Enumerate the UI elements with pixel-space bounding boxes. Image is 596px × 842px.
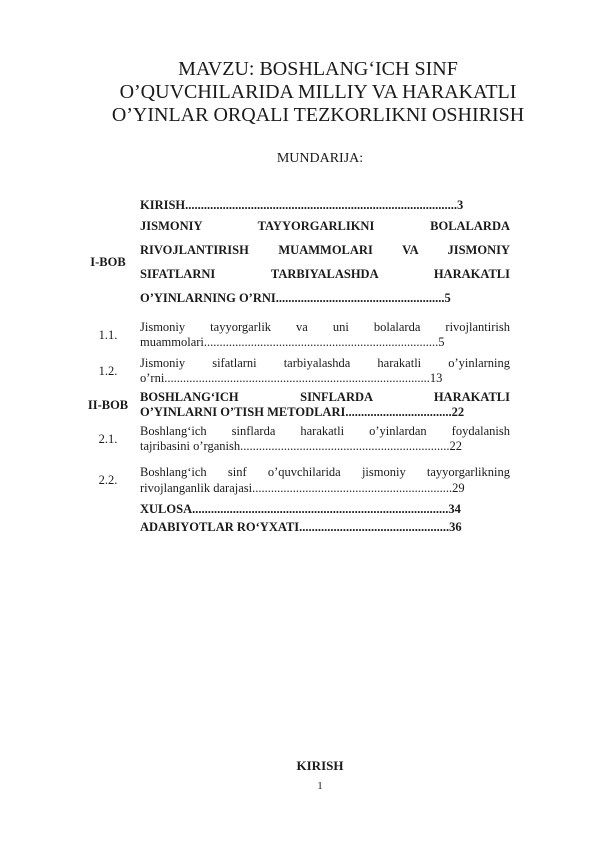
toc-entry-label: ADABIYOTLAR RO‘YXATI................................................36	[140, 520, 462, 534]
section-heading-intro: KIRISH	[296, 758, 344, 773]
toc-entry-line: o’rni.....................................................................................13	[140, 371, 443, 385]
toc-entry-line: O’YINLARNING O’RNI......................................................5	[140, 291, 451, 305]
toc-entry-label: XULOSA..................................................................................34	[140, 502, 461, 516]
toc-entry-line: rivojlanganlik darajasi................................................................29	[140, 481, 465, 495]
toc-entry-line: Jismoniy sifatlarni tarbiyalashda harakatli o’yinlarning	[140, 356, 510, 370]
toc-entry-line: JISMONIY TAYYORGARLIKNI BOLALARDA	[140, 219, 510, 233]
table-of-contents	[76, 198, 516, 538]
toc-entry-section-1-1[interactable]	[76, 320, 516, 350]
toc-entry-references[interactable]	[76, 520, 516, 538]
contents-heading: MUNDARIJA:	[276, 151, 364, 166]
title-line: MAVZU: BOSHLANG‘ICH SINF	[178, 58, 458, 80]
toc-entry-chapter-1[interactable]	[76, 214, 516, 310]
toc-entry-line: Boshlang‘ich sinf o’quvchilarida jismoniy tayyorgarlikning	[140, 465, 510, 479]
toc-entry-chapter-2[interactable]	[76, 390, 516, 420]
section-number: 2.1.	[98, 431, 118, 446]
toc-entry-line: Boshlang‘ich sinflarda harakatli o’yinlardan foydalanish	[140, 424, 510, 438]
toc-entry-line: RIVOJLANTIRISH MUAMMOLARI VA JISMONIY	[140, 243, 510, 257]
toc-entry-conclusion[interactable]	[76, 502, 516, 520]
toc-entry-line: Jismoniy tayyorgarlik va uni bolalarda rivojlantirish	[140, 320, 510, 334]
chapter-number: I-BOB	[90, 254, 126, 269]
toc-entry-line: muammolari...........................................................................5	[140, 335, 445, 349]
toc-entry-line: SIFATLARNI TARBIYALASHDA HARAKATLI	[140, 267, 510, 281]
toc-entry-section-2-2[interactable]	[76, 464, 516, 496]
toc-entry-line: O’YINLARNI O’TISH METODLARI..................................22	[140, 405, 465, 419]
section-number: 1.1.	[98, 327, 118, 342]
chapter-number: II-BOB	[87, 397, 129, 412]
toc-entry-line: BOSHLANG‘ICH SINFLARDA HARAKATLI	[140, 390, 510, 404]
title-line: O’QUVCHILARIDA MILLIY VA HARAKATLI	[119, 81, 517, 103]
page-number: 1	[317, 780, 323, 792]
document-title	[60, 58, 576, 127]
title-line: O’YINLAR ORQALI TEZKORLIKNI OSHIRISH	[111, 104, 525, 126]
toc-entry-line: tajribasini o’rganish...................................................................22	[140, 439, 462, 453]
toc-entry-section-1-2[interactable]	[76, 356, 516, 386]
section-number: 1.2.	[98, 363, 118, 378]
toc-entry-label: KIRISH.......................................................................................3	[140, 198, 464, 212]
toc-entry-intro[interactable]	[76, 198, 516, 214]
toc-entry-section-2-1[interactable]	[76, 424, 516, 454]
section-number: 2.2.	[98, 472, 118, 487]
